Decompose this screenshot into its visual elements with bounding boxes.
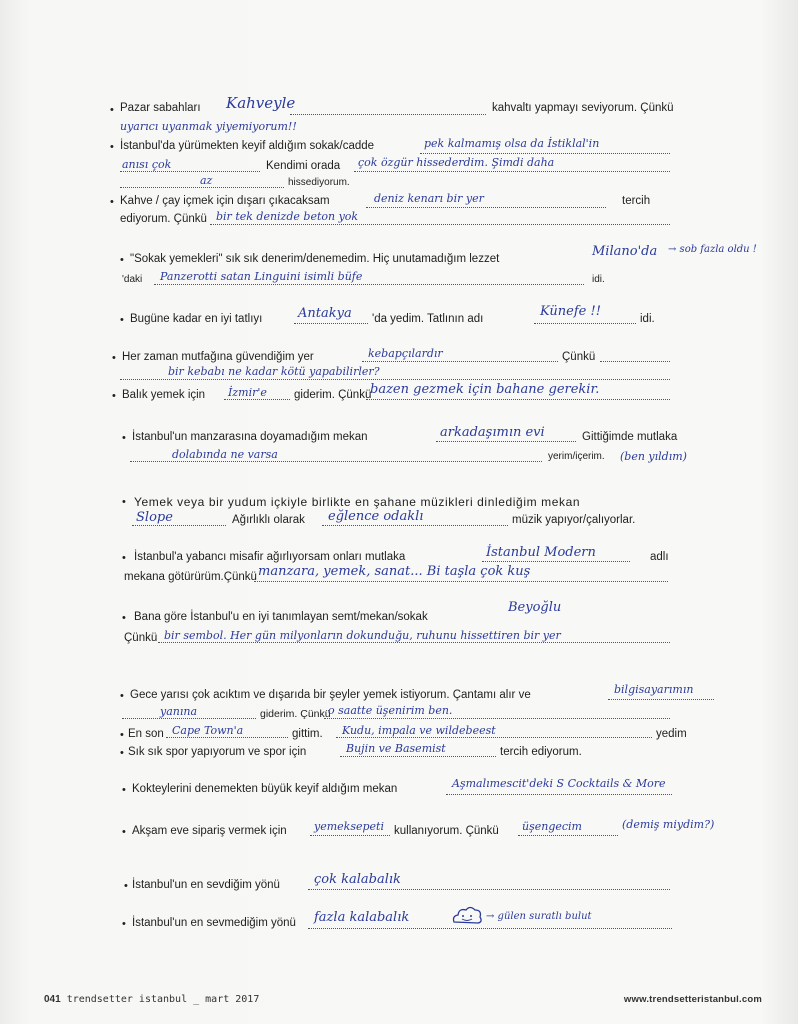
answer: uyarıcı uyanmak yiyemiyorum!!: [120, 120, 297, 133]
prompt: kullanıyorum. Çünkü: [394, 825, 499, 837]
prompt: ediyorum. Çünkü: [120, 213, 207, 225]
bullet: •: [110, 196, 114, 208]
prompt: kahvaltı yapmayı seviyorum. Çünkü: [492, 102, 674, 114]
prompt: tercih ediyorum.: [500, 746, 582, 758]
answer: Panzerotti satan Linguini isimli büfe: [160, 270, 363, 283]
answer-line: [120, 187, 284, 188]
answer-line: [600, 361, 670, 362]
prompt: Çünkü: [124, 632, 158, 644]
bullet: •: [112, 390, 116, 402]
prompt: Bana göre İstanbul'u en iyi tanımlayan semt/mekan/sokak: [134, 611, 428, 623]
prompt: yedim: [656, 728, 687, 740]
prompt: gittim.: [292, 728, 323, 740]
answer: Kahveyle: [226, 94, 296, 112]
bullet: •: [124, 880, 128, 892]
bullet: •: [110, 104, 114, 116]
answer: yemeksepeti: [314, 820, 384, 833]
page-footer-left: [44, 994, 259, 1005]
prompt: Kendimi orada: [266, 160, 341, 172]
answer: Künefe !!: [540, 304, 601, 319]
answer-line: [336, 737, 652, 738]
answer: anısı çok: [122, 158, 172, 171]
prompt: Balık yemek için: [122, 389, 206, 401]
answer: o saatte üşenirim ben.: [328, 704, 453, 717]
answer-line: [324, 718, 670, 719]
bullet: •: [120, 747, 124, 759]
answer-line: [420, 153, 670, 154]
prompt: yerim/içerim.: [548, 451, 605, 462]
answer-line: [166, 737, 288, 738]
answer: Milano'da: [592, 244, 658, 259]
prompt: Ağırlıklı olarak: [232, 514, 305, 526]
prompt: En son: [128, 728, 164, 740]
prompt: adlı: [650, 551, 669, 563]
prompt: Kokteylerini denemekten büyük keyif aldığım mekan: [132, 783, 398, 795]
answer: deniz kenarı bir yer: [374, 192, 484, 205]
prompt: Pazar sabahları: [120, 102, 201, 114]
answer: Bujin ve Basemist: [346, 742, 446, 755]
answer-line: [210, 224, 670, 225]
prompt: Bugüne kadar en iyi tatlıyı: [130, 313, 263, 325]
answer: Antakya: [298, 306, 352, 321]
answer-line: [310, 835, 390, 836]
answer: dolabında ne varsa: [172, 448, 278, 461]
answer-line: [482, 561, 630, 562]
prompt: Akşam eve sipariş vermek için: [132, 825, 287, 837]
website-url: www.trendsetteristanbul.com: [623, 994, 762, 1005]
answer: İzmir'e: [228, 386, 267, 399]
answer: bir sembol. Her gün milyonların dokunduğu, ruhunu hissettiren bir yer: [164, 629, 561, 642]
bullet: •: [112, 352, 116, 364]
prompt: Her zaman mutfağına güvendiğim yer: [122, 351, 314, 363]
answer-line: [308, 889, 670, 890]
answer-line: [436, 441, 576, 442]
prompt: İstanbul'un en sevmediğim yönü: [132, 917, 296, 929]
bullet: •: [122, 552, 126, 564]
answer-line: [534, 323, 636, 324]
prompt: mekana götürürüm.Çünkü: [124, 571, 257, 583]
answer-line: [120, 379, 670, 380]
answer: Aşmalımescit'deki S Cocktails & More: [452, 777, 666, 790]
bullet: •: [120, 254, 124, 266]
prompt: Gittiğimde mutlaka: [582, 431, 678, 443]
prompt: "Sokak yemekleri" sık sık denerim/denemedim. Hiç unutamadığım lezzet: [130, 253, 500, 265]
bullet: •: [122, 918, 126, 930]
answer-line: [354, 171, 670, 172]
prompt: idi.: [640, 313, 655, 325]
answer: eğlence odaklı: [328, 509, 424, 524]
answer-line: [322, 525, 508, 526]
bullet: •: [122, 826, 126, 838]
answer-line: [120, 171, 260, 172]
page-number: 041: [44, 994, 61, 1005]
answer-line: [340, 756, 496, 757]
bullet: •: [122, 496, 126, 508]
bullet: •: [122, 612, 126, 624]
answer: üşengecim: [522, 820, 582, 833]
answer: Beyoğlu: [508, 600, 562, 615]
answer-line: [290, 114, 486, 115]
prompt: Sık sık spor yapıyorum ve spor için: [128, 746, 307, 758]
answer-line: [224, 399, 290, 400]
answer: bazen gezmek için bahane gerekir.: [370, 382, 600, 397]
answer: fazla kalabalık: [314, 910, 410, 925]
answer-line: [518, 835, 618, 836]
answer-line: [362, 361, 558, 362]
answer: İstanbul Modern: [486, 545, 596, 560]
prompt: 'da yedim. Tatlının adı: [372, 313, 484, 325]
prompt: İstanbul'a yabancı misafir ağırlıyorsam onları mutlaka: [134, 551, 406, 563]
answer: Kudu, impala ve wildebeest: [342, 724, 496, 737]
answer-line: [366, 207, 606, 208]
answer: pek kalmamış olsa da İstiklal'in: [424, 137, 600, 150]
answer: kebapçılardır: [368, 347, 443, 360]
prompt: Yemek veya bir yudum içkiyle birlikte en şahane müzikleri dinlediğim mekan: [134, 495, 581, 509]
answer-line: [366, 399, 670, 400]
bullet: •: [120, 690, 124, 702]
prompt: Gece yarısı çok acıktım ve dışarıda bir şeyler yemek istiyorum. Çantamı alır ve: [130, 689, 531, 701]
prompt: giderim. Çünkü: [294, 389, 372, 401]
prompt: İstanbul'un en sevdiğim yönü: [132, 879, 280, 891]
bullet: •: [122, 432, 126, 444]
answer-line: [158, 642, 670, 643]
answer-line: [294, 323, 368, 324]
answer: Cape Town'a: [172, 724, 244, 737]
bullet: •: [120, 314, 124, 326]
answer: bir kebabı ne kadar kötü yapabilirler?: [168, 365, 380, 378]
prompt: müzik yapıyor/çalıyorlar.: [512, 514, 636, 526]
prompt: Çünkü: [562, 351, 596, 363]
answer: Slope: [136, 510, 173, 525]
margin-note: (ben yıldım): [620, 450, 687, 463]
answer: çok kalabalık: [314, 872, 401, 887]
answer: yanına: [160, 705, 198, 718]
prompt: idi.: [592, 274, 605, 285]
bullet: •: [120, 729, 124, 741]
answer-line: [122, 718, 256, 719]
answer: az: [200, 174, 213, 187]
answer-line: [130, 461, 542, 462]
bullet: •: [122, 784, 126, 796]
smiling-cloud-icon: [450, 904, 484, 926]
margin-note: → sob fazla oldu !: [668, 244, 757, 255]
answer-line: [446, 794, 672, 795]
prompt: İstanbul'da yürümekten keyif aldığım sokak/cadde: [120, 140, 375, 152]
prompt: 'daki: [122, 274, 143, 285]
prompt: İstanbul'un manzarasına doyamadığım mekan: [132, 431, 368, 443]
margin-note-arrow: → gülen suratlı bulut: [486, 911, 592, 922]
answer: çok özgür hissederdim. Şimdi daha: [358, 156, 555, 169]
answer: bir tek denizde beton yok: [216, 210, 359, 223]
answer-line: [254, 581, 668, 582]
prompt: Kahve / çay içmek için dışarı çıkacaksam: [120, 195, 330, 207]
answer-line: [308, 928, 672, 929]
answer-line: [132, 525, 226, 526]
bullet: •: [110, 141, 114, 153]
magazine-name: trendsetter istanbul _ mart 2017: [66, 994, 260, 1005]
answer-line: [608, 699, 714, 700]
answer: manzara, yemek, sanat... Bi taşla çok kuş: [258, 564, 531, 579]
margin-note: (demiş miydim?): [622, 818, 715, 831]
answer-line: [154, 284, 584, 285]
answer: arkadaşımın evi: [440, 425, 545, 440]
prompt: giderim. Çünkü: [260, 708, 331, 720]
prompt: tercih: [622, 195, 651, 207]
answer: bilgisayarımın: [614, 683, 694, 696]
prompt: hissediyorum.: [288, 177, 350, 188]
